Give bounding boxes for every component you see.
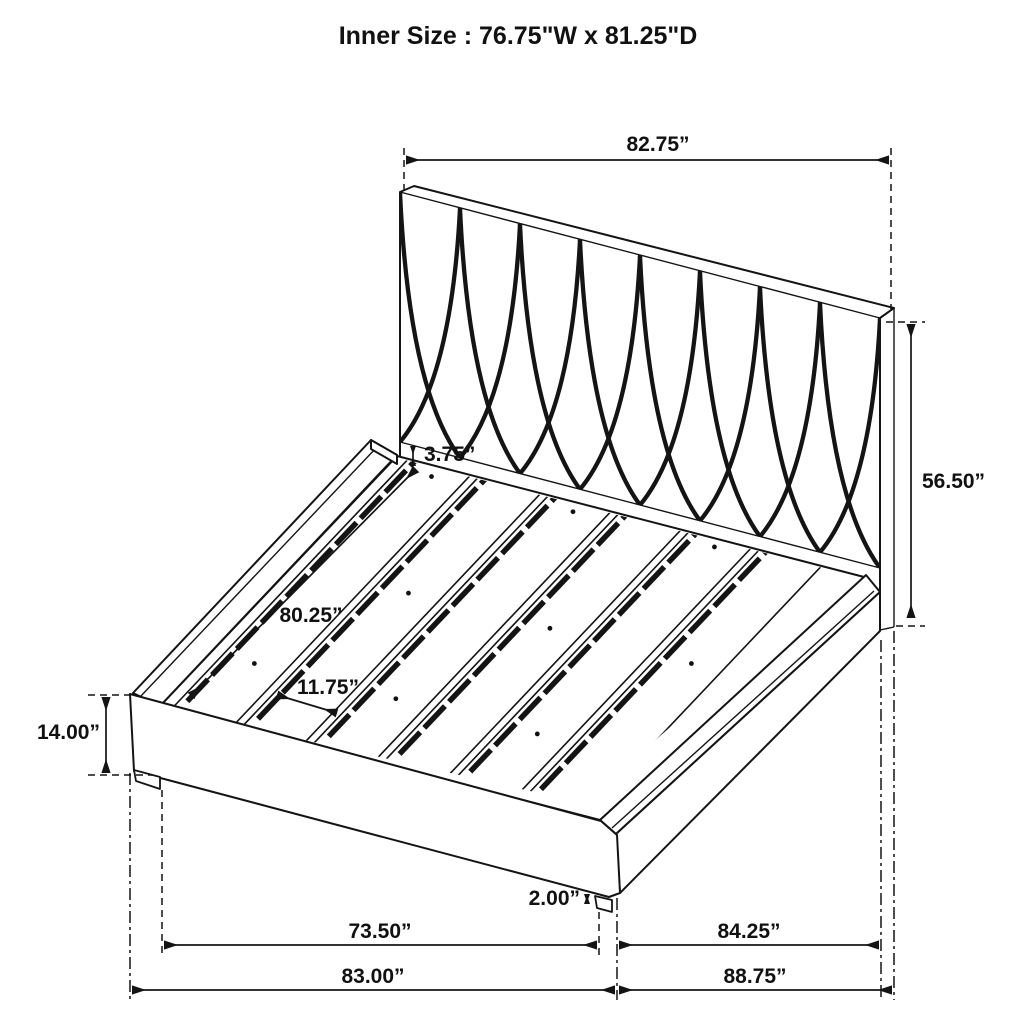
right-leg [595, 896, 612, 912]
dim-label-overall-width: 83.00” [341, 965, 405, 988]
dim-label-side-inner-span: 84.25” [717, 920, 781, 943]
dim-headboard-height [886, 322, 985, 626]
dim-overall-depth [619, 965, 892, 990]
dim-leg-height [529, 887, 587, 910]
dim-label-rail-height: 3.75” [424, 443, 476, 466]
dim-label-headboard-width: 82.75” [626, 133, 690, 156]
diagram-title: Inner Size : 76.75"W x 81.25"D [338, 22, 698, 50]
dim-label-leg-height: 2.00” [528, 887, 580, 910]
dim-label-slat-length: 80.25” [279, 604, 343, 627]
dim-label-headboard-height: 56.50” [922, 470, 986, 493]
dim-front-leg-span [164, 920, 597, 945]
dim-label-slat-spacing: 11.75” [297, 676, 359, 699]
dim-label-base-height: 14.00” [36, 721, 100, 744]
dim-side-inner-span [619, 920, 879, 945]
dim-label-front-leg-span: 73.50” [348, 920, 412, 943]
dim-overall-width [132, 965, 615, 990]
dim-label-overall-depth: 88.75” [723, 965, 787, 988]
